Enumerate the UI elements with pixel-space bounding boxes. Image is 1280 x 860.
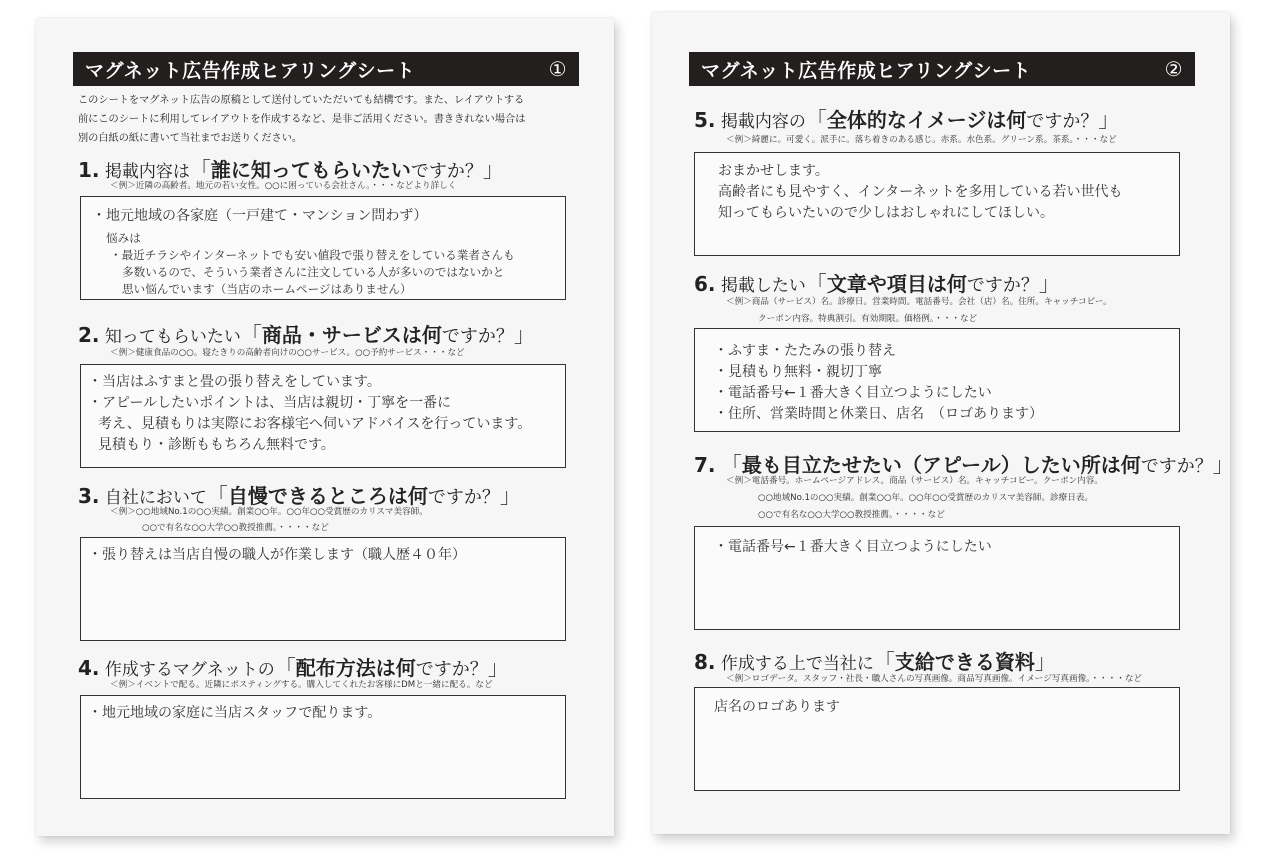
question-7-example: ＜例＞電話番号。ホームページアドレス。商品（サービス）名。キャッチコピー。クーポン内容。	[726, 476, 1103, 486]
answer-line: ・ふすま・たたみの張り替え	[714, 343, 896, 359]
question-prefix: 掲載内容は	[104, 162, 190, 182]
close-bracket: 」	[1212, 453, 1234, 477]
answer-line: ・見積もり無料・親切丁寧	[714, 364, 882, 380]
answer-line: おまかせします。	[718, 163, 829, 179]
answer-line: 見積もり・診断ももちろん無料です。	[98, 437, 335, 453]
question-number: 3.	[78, 484, 100, 508]
question-suffix: ですか？	[1140, 456, 1213, 477]
question-suffix: ですか？	[966, 275, 1039, 296]
intro-text	[78, 91, 588, 148]
question-prefix: 知ってもらいたい	[104, 327, 241, 347]
open-bracket: 「	[206, 484, 228, 508]
sheet-title-bar	[689, 52, 1195, 86]
question-3-example: ○○で有名な○○大学○○教授推薦。・・・・など	[142, 523, 329, 533]
question-3-example: ＜例＞○○地域No.1の○○実績。創業○○年。○○年○○受賞歴のカリスマ美容師。	[110, 507, 428, 517]
sheet-page-2	[652, 12, 1234, 834]
question-number: 7.	[694, 453, 716, 477]
page-number: ①	[548, 57, 567, 81]
answer-line: ・張り替えは当店自慢の職人が作業します（職人歴４０年）	[88, 547, 466, 563]
open-bracket: 「	[274, 656, 296, 680]
question-7-example: ○○で有名な○○大学○○教授推薦。・・・・など	[758, 510, 945, 520]
question-prefix: 自社において	[104, 488, 207, 508]
answer-line: 思い悩んでいます（当店のホームページはありません）	[122, 282, 412, 296]
question-emphasis: 文章や項目は何	[826, 272, 967, 296]
question-5-example: ＜例＞綺麗に。可愛く。派手に。落ち着きのある感じ。赤系。水色系。グリーン系。茶系。・・・など	[726, 135, 1117, 145]
question-number: 1.	[78, 158, 100, 182]
close-bracket: 」	[1038, 272, 1060, 296]
question-emphasis: 誰に知ってもらいたい	[210, 158, 411, 182]
close-bracket: 」	[1098, 108, 1120, 132]
sheet-title-bar	[73, 52, 579, 86]
question-7-example: ○○地域No.1の○○実績。創業○○年。○○年○○受賞歴のカリスマ美容師。診療日表。	[758, 493, 1094, 503]
close-bracket: 」	[513, 323, 535, 347]
question-suffix: ですか？	[410, 161, 483, 182]
answer-line: ・アピールしたいポイントは、当店は親切・丁寧を一番に	[88, 395, 452, 411]
open-bracket: 「	[873, 650, 895, 674]
answer-line: 多数いるので、そういう業者さんに注文している人が多いのではないかと	[122, 265, 505, 279]
question-2-example: ＜例＞健康食品の○○。寝たきりの高齢者向けの○○サービス。○○予約サービス・・・など	[110, 348, 465, 358]
answer-line: ・地元地域の家庭に当店スタッフで配ります。	[88, 705, 382, 721]
question-number: 2.	[78, 323, 100, 347]
question-1-example: ＜例＞近隣の高齢者。地元の若い女性。○○に困っている会社さん。・・・などより詳しく	[110, 181, 457, 191]
question-emphasis: 最も目立たせたい（アピール）したい所は何	[741, 453, 1141, 477]
answer-line: ・当店はふすまと畳の張り替えをしています。	[88, 374, 381, 390]
question-suffix: ですか？	[427, 487, 500, 508]
sheet-title: マグネット広告作成ヒアリングシート	[701, 59, 1032, 82]
question-number: 5.	[694, 108, 716, 132]
answer-line: 店名のロゴあります	[714, 699, 840, 715]
question-6-example: ＜例＞商品（サービス）名。診療日。営業時間。電話番号。会社（店）名。住所。キャッチコピー。	[726, 297, 1112, 307]
question-5-heading	[694, 104, 1119, 134]
question-emphasis: 配布方法は何	[295, 656, 416, 680]
question-suffix: ですか？	[1026, 111, 1099, 132]
open-bracket: 「	[720, 453, 742, 477]
answer-line: 悩みは	[106, 231, 141, 245]
question-prefix: 掲載したい	[720, 276, 806, 296]
question-8-example: ＜例＞ロゴデータ。スタッフ・社長・職人さんの写真画像。商品写真画像。イメージ写真画像。・・・・など	[726, 674, 1143, 684]
intro-line: 前にこのシートに利用してレイアウトを作成するなど、是非ご活用ください。書ききれない場合は	[78, 114, 526, 125]
close-bracket: 」	[499, 484, 521, 508]
close-bracket: 」	[1034, 650, 1056, 674]
question-emphasis: 支給できる資料	[894, 650, 1035, 674]
answer-line: ・電話番号←１番大きく目立つようにしたい	[714, 385, 992, 401]
answer-line: 考え、見積もりは実際にお客様宅へ伺いアドバイスを行っています。	[98, 416, 532, 432]
open-bracket: 「	[805, 108, 827, 132]
question-suffix: ですか？	[441, 326, 514, 347]
answer-line: ・住所、営業時間と休業日、店名 （ロゴあります）	[714, 406, 1043, 422]
question-number: 4.	[78, 656, 100, 680]
question-prefix: 作成するマグネットの	[104, 660, 275, 680]
intro-line: 別の白紙の紙に書いて当社までお送りください。	[78, 133, 303, 144]
answer-line: ・最近チラシやインターネットでも安い値段で張り替えをしている業者さんも	[110, 248, 515, 262]
question-number: 8.	[694, 650, 716, 674]
answer-line: 知ってもらいたいので少しはおしゃれにしてほしい。	[718, 205, 1054, 221]
close-bracket: 」	[487, 656, 509, 680]
sheet-title: マグネット広告作成ヒアリングシート	[85, 59, 416, 82]
question-suffix: ですか？	[415, 659, 488, 680]
close-bracket: 」	[482, 158, 504, 182]
open-bracket: 「	[240, 323, 262, 347]
open-bracket: 「	[189, 158, 211, 182]
page-number: ②	[1164, 57, 1183, 81]
question-prefix: 作成する上で当社に	[720, 654, 874, 674]
sheet-page-1	[36, 18, 614, 836]
question-4-example: ＜例＞イベントで配る。近隣にポスティングする。購入してくれたお客様にDMと一緒に配る。など	[110, 680, 493, 690]
intro-line: このシートをマグネット広告の原稿として送付していただいても結構です。また、レイアウトする	[78, 95, 525, 106]
answer-line: ・電話番号←１番大きく目立つようにしたい	[714, 539, 992, 555]
answer-line: ・地元地域の各家庭（一戸建て・マンション問わず）	[92, 208, 428, 224]
answer-line: 高齢者にも見やすく、インターネットを多用している若い世代も	[718, 184, 1123, 200]
question-number: 6.	[694, 272, 716, 296]
question-6-example: クーポン内容。特典割引。有効期限。価格例。・・・など	[758, 314, 978, 324]
question-prefix: 掲載内容の	[720, 112, 806, 132]
open-bracket: 「	[805, 272, 827, 296]
question-emphasis: 自慢できるところは何	[227, 484, 428, 508]
question-emphasis: 商品・サービスは何	[261, 323, 442, 347]
question-emphasis: 全体的なイメージは何	[826, 108, 1027, 132]
